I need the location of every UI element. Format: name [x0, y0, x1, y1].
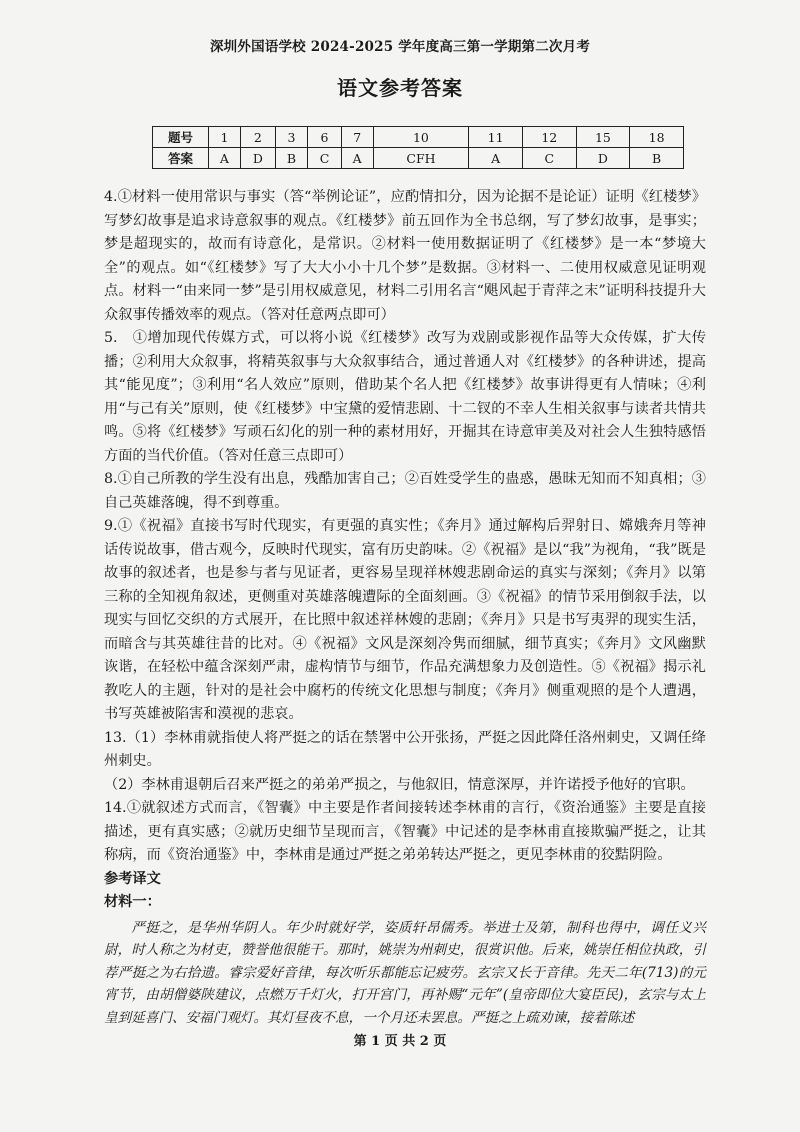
row-label: 题号: [153, 127, 209, 148]
question-number: 15: [576, 127, 630, 148]
answer-cell: B: [275, 148, 307, 169]
answer-cell: CFH: [373, 148, 469, 169]
answer-q4: 4.①材料一使用常识与事实（答“举例论证”，应酌情扣分，因为论据不是论证）证明《红楼梦》写梦幻故事是追求诗意叙事的观点。《红楼梦》前五回作为全书总纲，写了梦幻故事，是事实；梦是超现实的，故而有诗意化，是常识。②材料一使用数据证明了《红楼梦》是一本“梦境大全”的观点。如“《红楼梦》写了大大小小十几个梦”是数据。③材料一、二使用权威意见证明观点。材料一“由来同一梦”是引用权威意见，材料二引用名言“飓风起于青萍之末”证明科技提升大众叙事传播效率的观点。（答对任意两点即可）: [104, 189, 706, 323]
answer-q9: 9.①《祝福》直接书写时代现实，有更强的真实性；《奔月》通过解构后羿射日、嫦娥奔月等神话传说故事，借古观今，反映时代现实，富有历史韵味。②《祝福》是以“我”为视角，“我”既是故事的叙述者，也是参与者与见证者，更容易呈现祥林嫂悲剧命运的真实与深刻；《奔月》以第三称的全知视角叙述，更侧重对英雄落魄遭际的全面刻画。③《祝福》的情节采用倒叙手法，以现实与回忆交织的方式展开，在比照中叙述祥林嫂的悲剧；《奔月》只是书写夷羿的现实生活，而暗含与其英雄往昔的比对。④《祝福》文风是深刻冷隽而细腻，细节真实；《奔月》文风幽默诙谐，在轻松中蕴含深刻严肃，虚构情节与细节，作品充满想象力及创造性。⑤《祝福》揭示礼教吃人的主题，针对的是社会中腐朽的传统文化思想与制度；《奔月》侧重观照的是个人遭遇，书写英雄被陷害和漠视的悲哀。: [104, 518, 706, 722]
question-number: 7: [341, 127, 373, 148]
answer-q8: 8.①自己所教的学生没有出息，残酷加害自己；②百姓受学生的蛊惑，愚昧无知而不知真相；③自己英雄落魄，得不到尊重。: [104, 471, 706, 511]
answer-cell: A: [469, 148, 523, 169]
translation-text: 严挺之，是华州华阴人。年少时就好学，姿质轩昂儒秀。举进士及第，制科也得中，调任义兴尉，时人称之为材吏，赞誉他很能干。那时，姚崇为州刺史，很赏识他。后来，姚崇任相位执政，引荐严挺之为右拾遗。睿宗爱好音律，每次听乐都能忘记疲劳。玄宗又长于音律。先天二年(713)的元宵节，由胡僧婆陕建议，点燃万千灯火，打开宫门，再补赐“元年”(皇帝即位大宴臣民)，玄宗与太上皇到延喜门、安福门观灯。其灯昼夜不息，一个月还未罢息。严挺之上疏劝谏，接着陈述: [104, 919, 706, 1026]
answer-row: [153, 148, 684, 169]
answer-body: [104, 186, 706, 1029]
translation-heading: 参考译文: [104, 870, 161, 887]
answer-q13-part2: （2）李林甫退朝后召来严挺之的弟弟严损之，与他叙旧，情意深厚，并许诺授予他好的官职。: [104, 776, 695, 793]
question-number: 12: [522, 127, 576, 148]
exam-header: 深圳外国语学校 2024-2025 学年度高三第一学期第二次月考: [209, 39, 591, 55]
answer-cell: A: [341, 148, 373, 169]
question-number-row: [153, 127, 684, 148]
answer-q5: 5. ①增加现代传媒方式，可以将小说《红楼梦》改写为戏剧或影视作品等大众传媒，扩大传播；②利用大众叙事，将精英叙事与大众叙事结合，通过普通人对《红楼梦》的各种讲述，提高其“能见度”；③利用“名人效应”原则，借助某个名人把《红楼梦》故事讲得更有人情味；④利用“与己有关”原则，使《红楼梦》中宝黛的爱情悲剧、十二钗的不幸人生相关叙事与读者共情共鸣。⑤将《红楼梦》写顽石幻化的别一种的素材用好，开掘其在诗意审美及对社会人生独特感悟方面的当代价值。（答对任意三点即可）: [104, 330, 706, 464]
answer-q13-part1: 13.（1）李林甫就指使人将严挺之的话在禁署中公开张扬，严挺之因此降任洛州刺史，又调任绛州刺史。: [104, 729, 706, 769]
answer-cell: D: [576, 148, 630, 169]
answer-q14: 14.①就叙述方式而言，《智囊》中主要是作者间接转述李林甫的言行，《资治通鉴》主要是直接描述，更有真实感；②就历史细节呈现而言，《智囊》中记述的是李林甫直接欺骗严挺之，让其称病，而《资治通鉴》中，李林甫是通过严挺之弟弟转达严挺之，更见李林甫的狡黠阴险。: [104, 800, 706, 863]
row-label: 答案: [153, 148, 209, 169]
answer-cell: D: [240, 148, 275, 169]
answer-cell: B: [630, 148, 684, 169]
question-number: 2: [240, 127, 275, 148]
question-number: 1: [209, 127, 241, 148]
answer-cell: C: [308, 148, 342, 169]
question-number: 3: [275, 127, 307, 148]
question-number: 11: [469, 127, 523, 148]
page-footer: 第 1 页 共 2 页: [353, 1034, 447, 1049]
answer-cell: C: [522, 148, 576, 169]
question-number: 10: [373, 127, 469, 148]
page-title: 语文参考答案: [337, 76, 463, 100]
material-label: 材料一：: [104, 894, 161, 910]
answer-table: [152, 126, 684, 169]
question-number: 18: [630, 127, 684, 148]
question-number: 6: [308, 127, 342, 148]
answer-cell: A: [209, 148, 241, 169]
